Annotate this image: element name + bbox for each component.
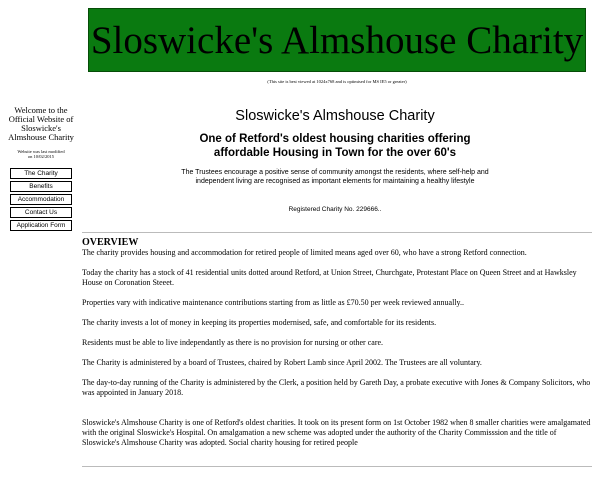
overview-paragraph: Residents must be able to live independantly as there is no provision for nursing or other care. — [82, 338, 384, 347]
nav-button-contact-us[interactable]: Contact Us — [10, 207, 72, 218]
bottom-divider — [82, 466, 592, 467]
browser-view-note: (This site is best viewed at 1024x768 and is optimised for MS IE5 or greater) — [267, 79, 407, 84]
overview-paragraph: The Charity is administered by a board of Trustees, chaired by Robert Lamb since April 2002. The Trustees are all voluntary. — [82, 358, 482, 367]
registered-charity-number: Registered Charity No. 229666.. — [288, 206, 382, 213]
side-navigation — [8, 168, 74, 231]
overview-section — [82, 237, 594, 448]
overview-paragraph: The charity provides housing and accommodation for retired people of limited means aged over 60, who have a strong Retford connection. — [82, 248, 527, 257]
left-sidebar — [8, 106, 74, 231]
last-modified-text: Website was last modified on 10/02/2015 — [17, 149, 65, 159]
banner-title: Sloswicke's Almshouse Charity — [90, 18, 584, 62]
welcome-text: Welcome to the Official Website of Sloswicke's Almshouse Charity — [8, 105, 74, 142]
overview-paragraph: Sloswicke's Almshouse Charity is one of Retford's oldest charities. It took on its present form on 1st October 1982 when 8 smaller charities were amalgamated with the original Sloswicke's Hospital. On amalgamation a new scheme was adopted under the authority of the Charity Commisssion and the title of Sloswicke's Almshouse Charity was adopted. Social charity housing for retired people — [82, 418, 591, 447]
page-subtitle: One of Retford's oldest housing charities offering affordable Housing in Town for the over 60's — [199, 133, 471, 159]
top-divider — [82, 232, 592, 233]
nav-button-benefits[interactable]: Benefits — [10, 181, 72, 192]
intro-paragraph: The Trustees encourage a positive sense of community amongst the residents, where self-help and independent living are recognised as important elements for maintaining a healthy lifestyle — [181, 169, 489, 185]
nav-button-accommodation[interactable]: Accommodation — [10, 194, 72, 205]
nav-button-the-charity[interactable]: The Charity — [10, 168, 72, 179]
overview-heading: OVERVIEW — [82, 237, 139, 248]
overview-paragraph: The day-to-day running of the Charity is administered by the Clerk, a position held by Gareth Day, a probate executive with Jones & Company Solicitors, who was appointed in January 2018. — [82, 378, 591, 397]
site-banner — [88, 8, 586, 72]
overview-paragraph: The charity invests a lot of money in keeping its properties modernised, safe, and comfortable for its residents. — [82, 318, 437, 327]
page-title: Sloswicke's Almshouse Charity — [235, 108, 435, 124]
nav-button-application-form[interactable]: Application Form — [10, 220, 72, 231]
overview-paragraph: Today the charity has a stock of 41 residential units dotted around Retford, at Union Street, Churchgate, Protestant Place on Queen Street and at Hawksley House on Coronation Steeet. — [82, 268, 577, 287]
overview-paragraph: Properties vary with indicative maintenance contributions starting from as little as £70.50 per week reviewed annually.. — [82, 298, 465, 307]
